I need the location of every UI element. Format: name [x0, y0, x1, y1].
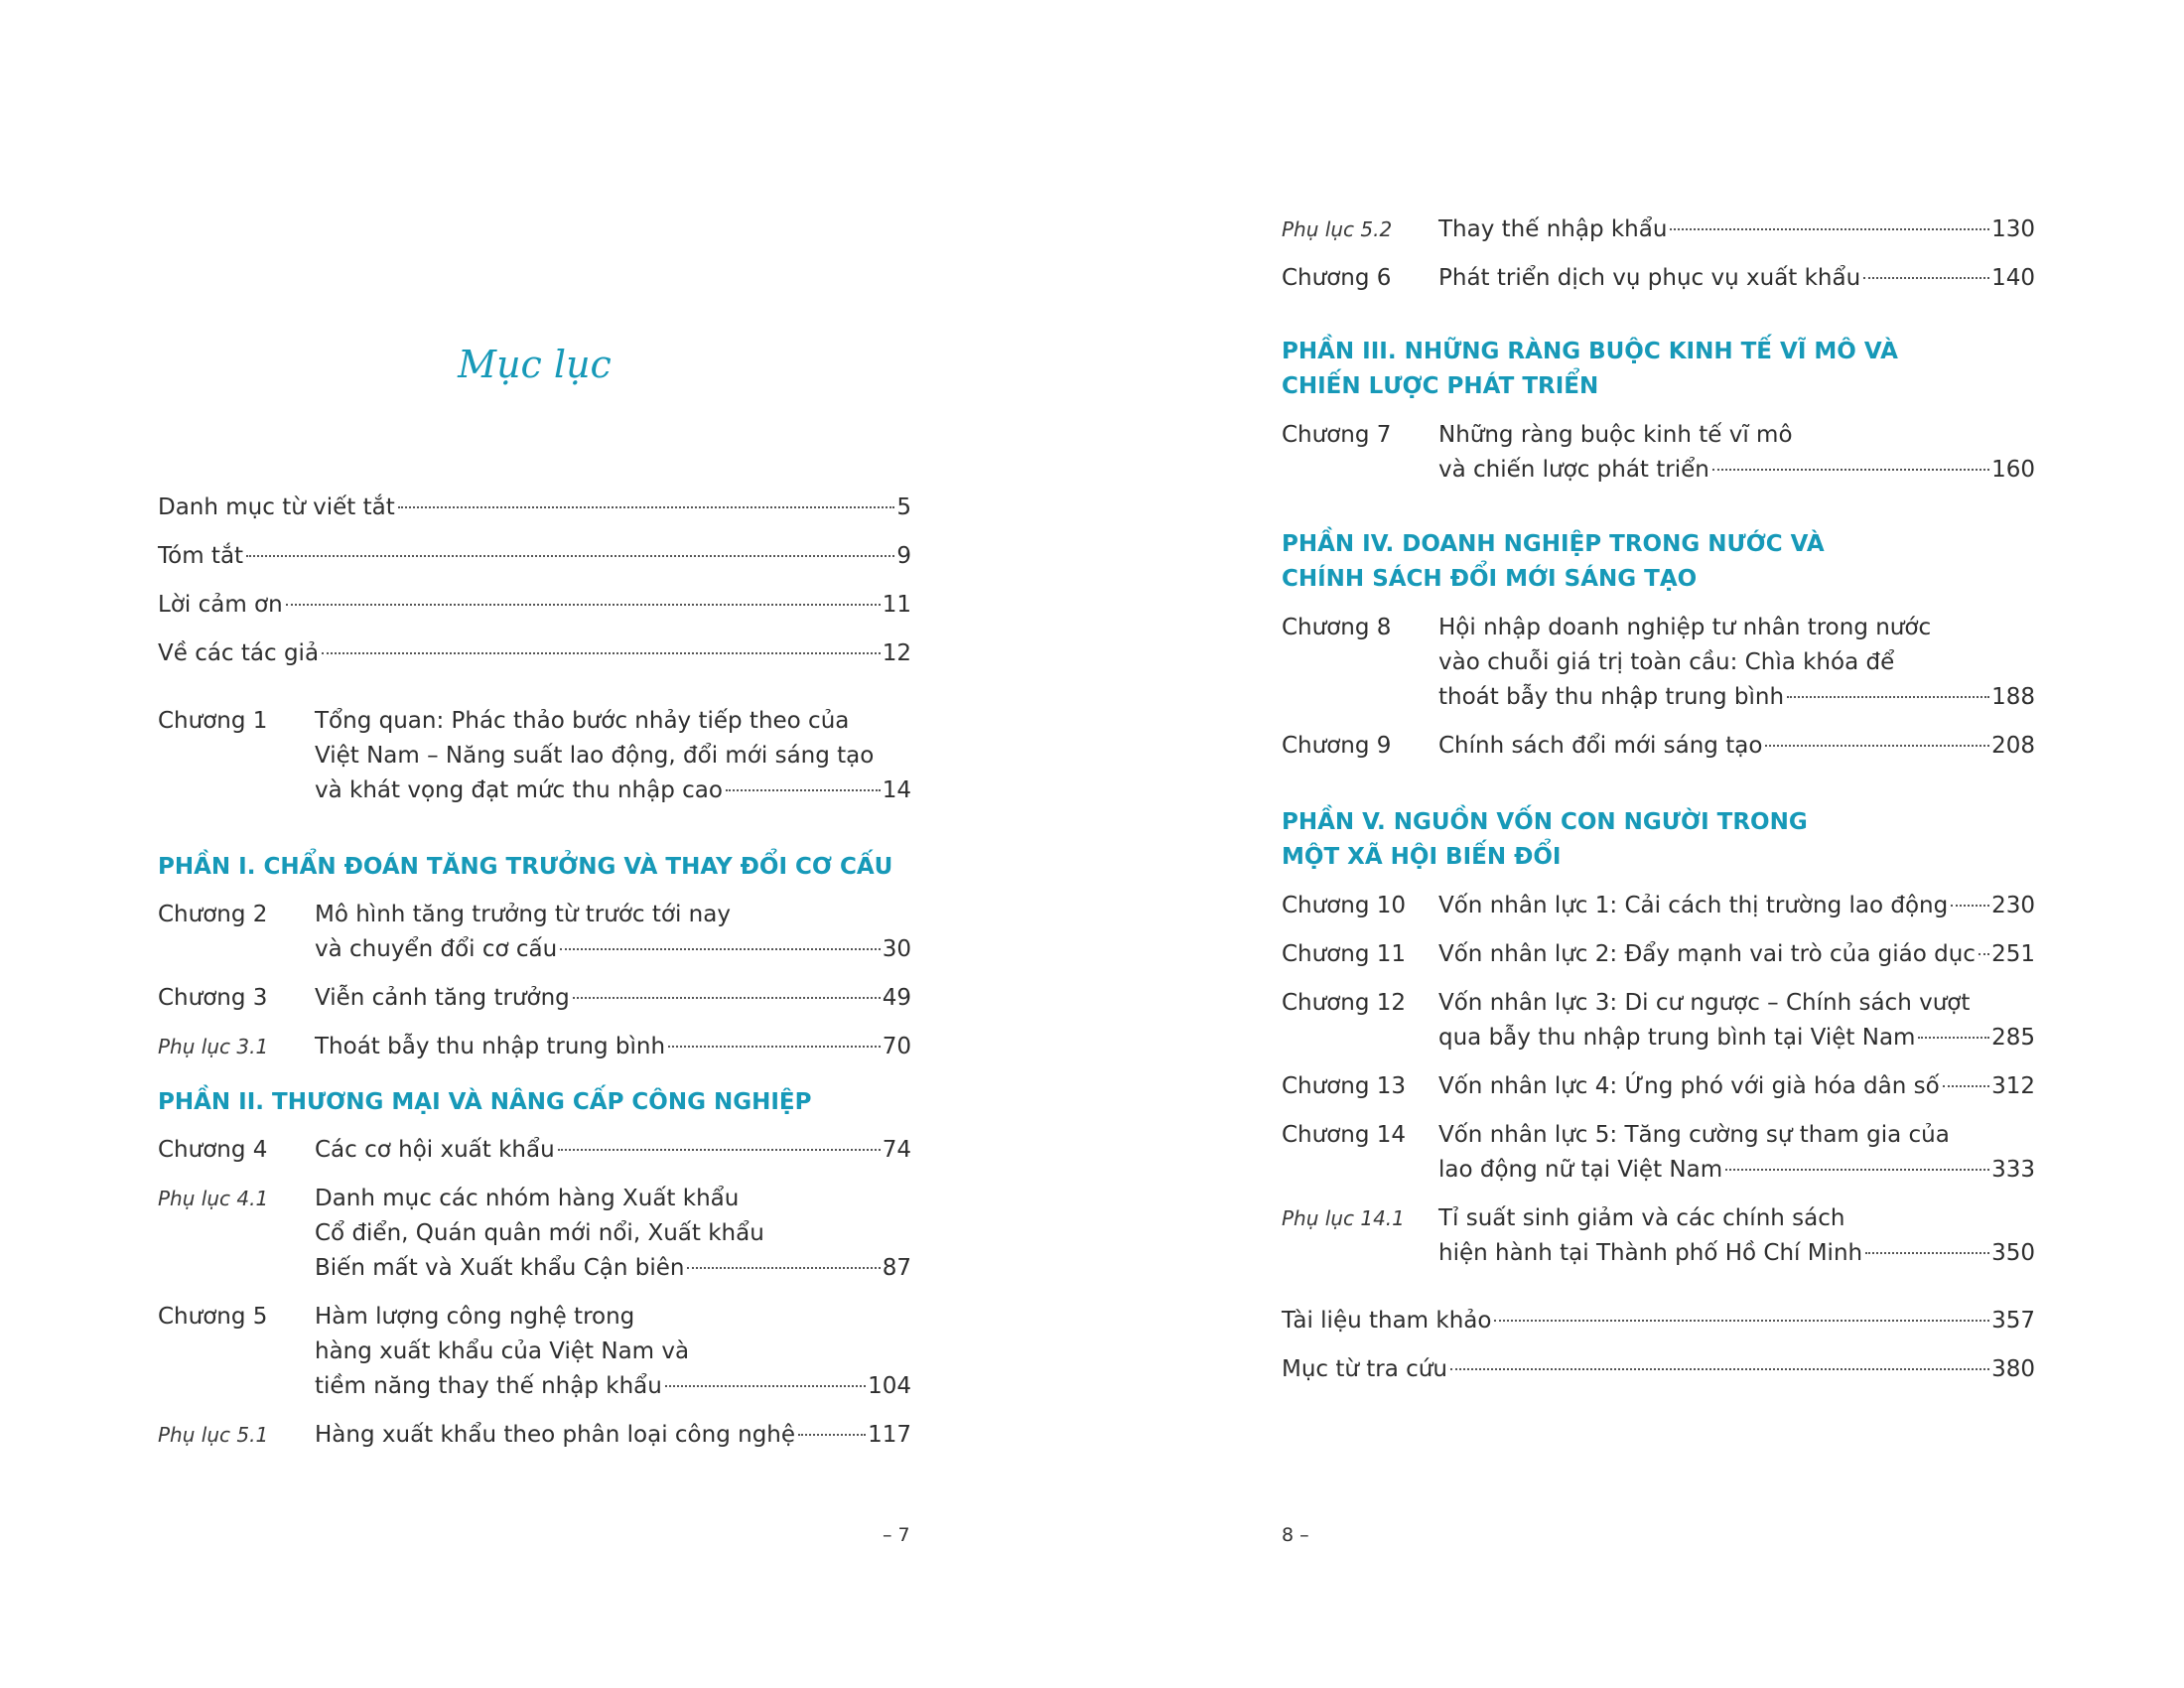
dot-leader	[726, 789, 881, 791]
entry-page-number: 49	[882, 985, 911, 1011]
section-heading-line: PHẦN IV. DOANH NGHIỆP TRONG NƯỚC VÀ	[1282, 531, 1825, 557]
entry-title-line: Vốn nhân lực 3: Di cư ngược – Chính sách vượt	[1438, 990, 1971, 1016]
entry-page-number: 5	[896, 494, 911, 520]
entry-page-number: 9	[896, 543, 911, 569]
entry-title-line: Việt Nam – Năng suất lao động, đổi mới sáng tạo	[315, 743, 875, 769]
entry-label: Chương 6	[1282, 265, 1392, 291]
entry-page-number: 140	[1991, 265, 2035, 291]
entry-page-number: 11	[882, 592, 911, 618]
entry-title-line: và chiến lược phát triển	[1438, 457, 1709, 483]
entry-title-line: hàng xuất khẩu của Việt Nam và	[315, 1338, 690, 1364]
entry-label: Chương 14	[1282, 1122, 1407, 1148]
toc-entry	[1282, 1069, 2035, 1104]
entry-title-line: qua bẫy thu nhập trung bình tại Việt Nam	[1438, 1025, 1916, 1051]
entry-title-line: Viễn cảnh tăng trưởng	[315, 985, 570, 1011]
dot-leader	[1450, 1368, 1989, 1370]
entry-title-line: Hội nhập doanh nghiệp tư nhân trong nước	[1438, 615, 1932, 640]
dot-leader	[1863, 277, 1989, 279]
entry-title-line: Thay thế nhập khẩu	[1438, 216, 1668, 242]
entry-title-line: Thoát bẫy thu nhập trung bình	[315, 1034, 666, 1059]
dot-leader	[246, 555, 894, 557]
toc-entry	[158, 898, 911, 967]
entry-title-line: hiện hành tại Thành phố Hồ Chí Minh	[1438, 1240, 1863, 1266]
entry-title-line: Vốn nhân lực 5: Tăng cường sự tham gia của	[1438, 1122, 1950, 1148]
dot-leader	[1951, 905, 1989, 907]
dot-leader	[286, 604, 881, 606]
entry-page-number: 74	[882, 1137, 911, 1163]
chapter-1-entry	[158, 704, 911, 808]
entry-title-line: Tài liệu tham khảo	[1282, 1308, 1492, 1334]
entry-page-number: 285	[1991, 1025, 2035, 1051]
entry-page-number: 87	[882, 1255, 911, 1281]
entry-label: Chương 4	[158, 1137, 268, 1163]
entry-title-line: và chuyển đổi cơ cấu	[315, 936, 558, 962]
entry-label: Phụ lục 5.2	[1282, 217, 1393, 241]
entry-title-line: vào chuỗi giá trị toàn cầu: Chìa khóa để	[1438, 649, 1895, 675]
front-matter-entry	[158, 539, 911, 574]
entry-title-line: Danh mục từ viết tắt	[158, 494, 395, 520]
toc-entry	[1282, 261, 2035, 296]
toc-entry	[1282, 986, 2035, 1055]
entry-title-line: Mục từ tra cứu	[1282, 1356, 1447, 1382]
dot-leader	[1787, 696, 1989, 698]
entry-title-line: Danh mục các nhóm hàng Xuất khẩu	[315, 1186, 740, 1211]
entry-title-line: Biến mất và Xuất khẩu Cận biên	[315, 1255, 685, 1281]
back-matter-entry	[1282, 1304, 2035, 1338]
entry-title-line: Tổng quan: Phác thảo bước nhảy tiếp theo của	[315, 708, 850, 734]
entry-page-number: 70	[882, 1034, 911, 1059]
entry-title-line: Về các tác giả	[158, 640, 320, 666]
dot-leader	[573, 997, 881, 999]
entry-page-number: 160	[1991, 457, 2035, 483]
entry-label: Chương 2	[158, 902, 268, 927]
dot-leader	[1943, 1085, 1989, 1087]
dot-leader	[668, 1046, 881, 1048]
toc-entry	[1282, 937, 2035, 972]
dot-leader	[1712, 469, 1989, 471]
section-heading-line: CHÍNH SÁCH ĐỔI MỚI SÁNG TẠO	[1282, 566, 1698, 592]
toc-entry	[1282, 729, 2035, 764]
entry-label: Phụ lục 14.1	[1282, 1206, 1405, 1230]
entry-title-line: Phát triển dịch vụ phục vụ xuất khẩu	[1438, 265, 1861, 291]
section-heading-line: CHIẾN LƯỢC PHÁT TRIỂN	[1282, 373, 1599, 399]
dot-leader	[665, 1385, 866, 1387]
entry-title-line: Tóm tắt	[158, 543, 244, 569]
section-heading	[1282, 335, 2035, 404]
toc-entry	[1282, 889, 2035, 923]
entry-title-line: Vốn nhân lực 2: Đẩy mạnh vai trò của giáo dục	[1438, 941, 1976, 967]
back-matter-entry	[1282, 1352, 2035, 1387]
entry-page-number: 12	[882, 640, 911, 666]
entry-label: Chương 11	[1282, 941, 1407, 967]
dot-leader	[1765, 745, 1989, 747]
entry-page-number: 117	[868, 1422, 911, 1448]
toc-entry	[1282, 1201, 2035, 1271]
entry-label: Chương 13	[1282, 1073, 1407, 1099]
toc-entry	[1282, 418, 2035, 488]
entry-title-line: Mô hình tăng trưởng từ trước tới nay	[315, 902, 731, 927]
section-heading	[1282, 527, 2035, 597]
section-heading-line: PHẦN III. NHỮNG RÀNG BUỘC KINH TẾ VĨ MÔ VÀ	[1282, 339, 1898, 364]
entry-label: Chương 1	[158, 708, 268, 734]
section-heading	[1282, 805, 2035, 875]
entry-title-line: Hàm lượng công nghệ trong	[315, 1304, 635, 1330]
section-heading-line: PHẦN V. NGUỒN VỐN CON NGƯỜI TRONG	[1282, 809, 1808, 835]
toc-entry	[158, 1418, 911, 1453]
dot-leader	[798, 1434, 866, 1436]
front-matter-entry	[158, 491, 911, 525]
page-number-left: – 7	[883, 1524, 910, 1546]
toc-entry	[158, 1133, 911, 1168]
entry-label: Chương 3	[158, 985, 268, 1011]
entry-title-line: Cổ điển, Quán quân mới nổi, Xuất khẩu	[315, 1220, 764, 1246]
entry-title-line: tiềm năng thay thế nhập khẩu	[315, 1373, 662, 1399]
entry-page-number: 30	[882, 936, 911, 962]
front-matter-entry	[158, 588, 911, 623]
toc-title: Mục lục	[458, 343, 612, 386]
entry-title-line: Vốn nhân lực 4: Ứng phó với già hóa dân số	[1438, 1073, 1940, 1099]
entry-page-number: 104	[868, 1373, 911, 1399]
entry-label: Chương 9	[1282, 733, 1392, 759]
entry-label: Chương 10	[1282, 893, 1407, 918]
toc-entry	[158, 981, 911, 1016]
entry-title-line: Tỉ suất sinh giảm và các chính sách	[1438, 1205, 1845, 1231]
dot-leader	[1494, 1320, 1989, 1322]
entry-label: Chương 7	[1282, 422, 1392, 448]
entry-page-number: 380	[1991, 1356, 2035, 1382]
dot-leader	[398, 506, 895, 508]
toc-entry	[158, 1300, 911, 1404]
entry-label: Chương 8	[1282, 615, 1392, 640]
toc-entry	[1282, 212, 2035, 247]
entry-title-line: Vốn nhân lực 1: Cải cách thị trường lao động	[1438, 893, 1949, 918]
dot-leader	[1979, 953, 1989, 955]
dot-leader	[322, 652, 881, 654]
entry-title-line: thoát bẫy thu nhập trung bình	[1438, 684, 1785, 710]
section-heading: PHẦN I. CHẨN ĐOÁN TĂNG TRƯỞNG VÀ THAY ĐỔI CƠ CẤU	[158, 854, 893, 880]
dot-leader	[687, 1267, 880, 1269]
entry-label: Phụ lục 5.1	[158, 1423, 269, 1447]
dot-leader	[1865, 1252, 1989, 1254]
entry-page-number: 14	[882, 777, 911, 803]
dot-leader	[1725, 1169, 1989, 1171]
entry-label: Phụ lục 3.1	[158, 1035, 269, 1058]
entry-page-number: 333	[1991, 1157, 2035, 1183]
entry-title-line: Lời cảm ơn	[158, 592, 283, 618]
entry-title-line: lao động nữ tại Việt Nam	[1438, 1157, 1723, 1183]
entry-page-number: 357	[1991, 1308, 2035, 1334]
entry-label: Chương 12	[1282, 990, 1407, 1016]
entry-title-line: Những ràng buộc kinh tế vĩ mô	[1438, 422, 1793, 448]
section-heading: PHẦN II. THƯƠNG MẠI VÀ NÂNG CẤP CÔNG NGHIỆP	[158, 1089, 812, 1115]
toc-entry	[1282, 1118, 2035, 1188]
dot-leader	[1670, 228, 1989, 230]
entry-page-number: 208	[1991, 733, 2035, 759]
front-matter-entry	[158, 636, 911, 671]
entry-page-number: 230	[1991, 893, 2035, 918]
toc-entry	[1282, 611, 2035, 715]
entry-title-line: và khát vọng đạt mức thu nhập cao	[315, 777, 723, 803]
entry-label: Chương 5	[158, 1304, 268, 1330]
entry-page-number: 350	[1991, 1240, 2035, 1266]
entry-page-number: 130	[1991, 216, 2035, 242]
dot-leader	[558, 1149, 881, 1151]
entry-title-line: Các cơ hội xuất khẩu	[315, 1137, 555, 1163]
entry-title-line: Hàng xuất khẩu theo phân loại công nghệ	[315, 1422, 796, 1448]
page-number-right: 8 –	[1282, 1524, 1309, 1546]
toc-entry	[158, 1030, 911, 1064]
entry-page-number: 312	[1991, 1073, 2035, 1099]
dot-leader	[560, 948, 881, 950]
entry-page-number: 251	[1991, 941, 2035, 967]
section-heading-line: MỘT XÃ HỘI BIẾN ĐỔI	[1282, 844, 1562, 870]
entry-page-number: 188	[1991, 684, 2035, 710]
entry-title-line: Chính sách đổi mới sáng tạo	[1438, 733, 1763, 759]
entry-label: Phụ lục 4.1	[158, 1187, 269, 1210]
dot-leader	[1918, 1037, 1989, 1039]
toc-entry	[158, 1182, 911, 1286]
